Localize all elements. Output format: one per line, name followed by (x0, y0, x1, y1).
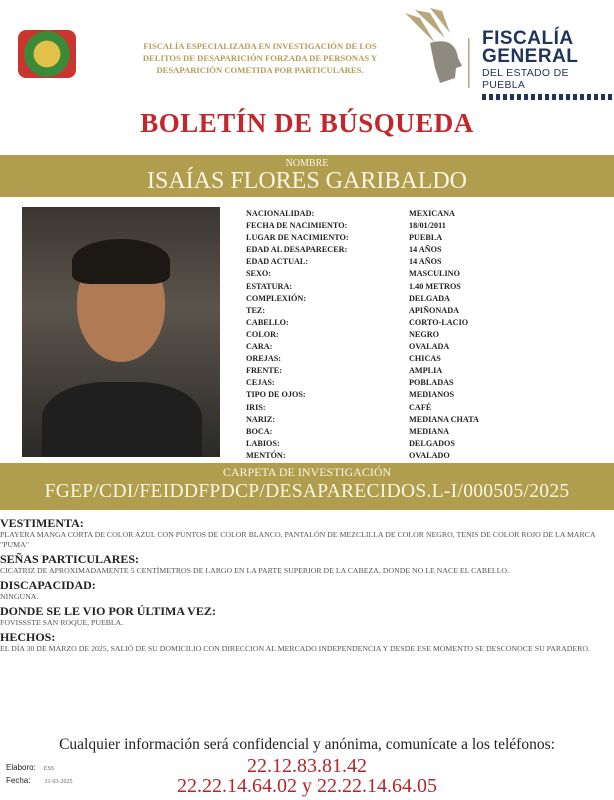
field-label: CABELLO: (246, 317, 289, 327)
logo-pattern (482, 94, 612, 100)
bulletin-title: BOLETÍN DE BÚSQUEDA (140, 108, 474, 138)
fecha-label: Fecha: (6, 776, 31, 785)
field-label: CARA: (246, 342, 273, 352)
field-row (246, 402, 506, 414)
section-heading: VESTIMENTA: (0, 516, 84, 530)
field-row (246, 293, 506, 305)
field-value: PUEBLA (409, 233, 443, 243)
agency-name: FISCALÍA ESPECIALIZADA EN INVESTIGACIÓN DE LOS DELITOS DE DESAPARICIÓN FORZADA DE PERSONAS Y DESAPARICIÓN COMETIDA POR PARTICULARES. (142, 41, 378, 75)
field-value: CHICAS (409, 354, 441, 364)
case-file-number: FGEP/CDI/FEIDDFPDCP/DESAPARECIDOS.L-I/000505/2025 (44, 481, 570, 502)
field-value: DELGADA (409, 293, 450, 303)
field-label: TIPO DE OJOS: (246, 390, 306, 400)
field-value: 14 AÑOS (409, 245, 442, 255)
field-label: EDAD ACTUAL: (246, 257, 309, 267)
phone-number-2: 22.22.14.64.02 y 22.22.14.64.05 (177, 775, 437, 797)
person-photo (22, 207, 220, 457)
logo-line1: FISCALÍA (482, 28, 574, 49)
field-row (246, 220, 506, 232)
field-row (246, 341, 506, 353)
field-label: NACIONALIDAD: (246, 209, 315, 218)
field-row (246, 208, 506, 220)
field-row (246, 365, 506, 377)
field-label: CEJAS: (246, 378, 275, 388)
field-value: CAFÉ (409, 402, 432, 412)
case-file-label: CARPETA DE INVESTIGACIÓN (222, 465, 392, 479)
field-value: 14 AÑOS (409, 257, 442, 267)
field-row (246, 389, 506, 401)
name-label: NOMBRE (285, 158, 329, 169)
logo-line2: GENERAL (482, 46, 579, 67)
field-value: 1.40 METROS (409, 281, 461, 291)
section-heading: SEÑAS PARTICULARES: (0, 552, 140, 566)
field-value: POBLADAS (409, 378, 454, 388)
phone-number-1: 22.12.83.81.42 (247, 755, 367, 777)
field-value: NEGRO (409, 329, 440, 339)
field-row (246, 414, 506, 426)
section-text: FOVISSSTE SAN ROQUE, PUEBLA. (0, 618, 124, 627)
field-label: BOCA: (246, 426, 273, 436)
field-row (246, 281, 506, 293)
field-value: MEDIANA CHATA (409, 414, 479, 424)
field-value: DELGADOS (409, 438, 455, 448)
field-value: OVALADA (409, 342, 450, 352)
field-row (246, 438, 506, 450)
field-label: EDAD AL DESAPARECER: (246, 245, 348, 255)
logo-line3: DEL ESTADO DE PUEBLA (482, 67, 569, 91)
field-row (246, 305, 506, 317)
contact-text: Cualquier información será confidencial y anónima, comunícate a los teléfonos: (59, 736, 555, 753)
field-value: MEXICANA (409, 209, 455, 218)
elaboration-info (6, 762, 72, 788)
section-heading: DONDE SE LE VIO POR ÚLTIMA VEZ: (0, 604, 216, 618)
field-label: SEXO: (246, 269, 272, 279)
field-row (246, 232, 506, 244)
field-value: OVALADO (409, 450, 450, 460)
field-label: LABIOS: (246, 438, 280, 448)
details-section (0, 517, 604, 657)
field-value: MASCULINO (409, 269, 460, 279)
field-row (246, 256, 506, 268)
field-label: COMPLEXIÓN: (246, 293, 307, 303)
field-label: LUGAR DE NACIMIENTO: (246, 233, 349, 243)
fecha-value: 31-03-2025 (44, 779, 73, 785)
field-row (246, 317, 506, 329)
fiscalia-logo-text (482, 30, 614, 100)
section-text: PLAYERA MANGA CORTA DE COLOR AZUL CON PUNTOS DE COLOR BLANCO, PANTALÓN DE MEZCLILLA DE COLOR NEGRO, TENIS DE COLOR ROJO DE LA MARCA "PUMA" (0, 530, 596, 549)
section-text: NINGUNA. (0, 592, 39, 601)
field-label: FECHA DE NACIMIENTO: (246, 221, 348, 231)
section-heading: DISCAPACIDAD: (0, 578, 96, 592)
field-label: FRENTE: (246, 366, 282, 376)
field-label: ESTATURA: (246, 281, 293, 291)
section-text: EL DÍA 30 DE MARZO DE 2025, SALIÓ DE SU DOMICILIO CON DIRECCION AL MERCADO INDEPENDENCIA Y DESDE ESE MOMENTO SE DESCONOCE SU PARADERO. (0, 644, 590, 653)
elaboro-label: Elaboro: (6, 763, 36, 772)
name-band (0, 155, 614, 197)
elaboro-value: ESS (43, 766, 55, 772)
section-heading: HECHOS: (0, 630, 56, 644)
field-row (246, 377, 506, 389)
puebla-state-seal (18, 30, 76, 78)
person-name: ISAÍAS FLORES GARIBALDO (146, 168, 468, 194)
physical-description (246, 208, 506, 462)
field-label: IRIS: (246, 402, 266, 412)
field-value: 18/01/2011 (409, 221, 446, 231)
field-row (246, 329, 506, 341)
field-label: COLOR: (246, 329, 279, 339)
field-value: CORTO-LACIO (409, 317, 469, 327)
field-label: TEZ: (246, 305, 266, 315)
field-label: NARIZ: (246, 414, 276, 424)
field-value: MEDIANA (409, 426, 450, 436)
case-file-band (0, 463, 614, 510)
field-label: OREJAS: (246, 354, 282, 364)
section-text: CICATRIZ DE APROXIMADAMENTE 5 CENTÍMETROS DE LARGO EN LA PARTE SUPERIOR DE LA CABEZA, DONDE NO LE NACE EL CABELLO. (0, 566, 509, 575)
field-row (246, 426, 506, 438)
field-label: MENTÓN: (246, 450, 286, 460)
field-value: AMPLIA (409, 366, 443, 376)
fiscalia-logo-icon (400, 8, 470, 88)
field-row (246, 244, 506, 256)
field-row (246, 353, 506, 365)
field-value: MEDIANOS (409, 390, 455, 400)
field-value: APIÑONADA (409, 305, 460, 315)
field-row (246, 268, 506, 280)
field-row (246, 450, 506, 462)
